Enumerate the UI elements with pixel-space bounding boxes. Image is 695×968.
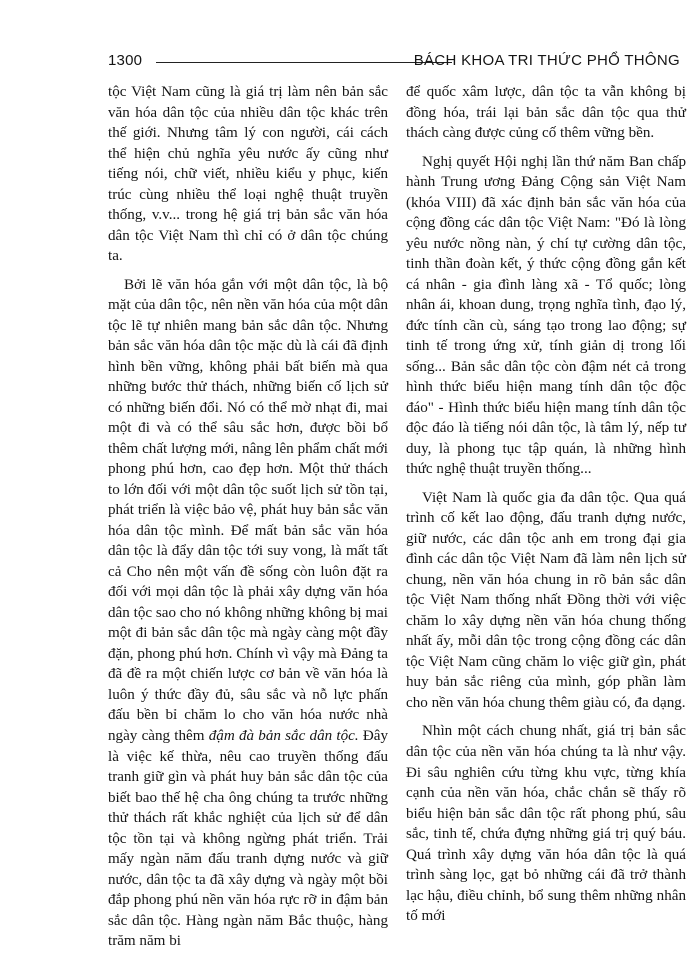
paragraph: Nhìn một cách chung nhất, giá trị bản sắc dân tộc của nền văn hóa chúng ta là như vậy. Đi sâu nghiên cứu từng khu vực, từng khía cạnh của nền văn hóa, chắc chắn sẽ thấy rõ biểu hiện bản sắc dân tộc rất phong phú, sâu sắc, tinh tế, chứa đựng những giá trị quý báu. Quá trình xây dựng văn hóa dân tộc là quá trình sàng lọc, gạt bỏ những cái đã trở thành lạc hậu, điều chỉnh, bổ sung thêm những nhân tố mới bbox=[406, 723, 686, 925]
paragraph: Nghị quyết Hội nghị lần thứ năm Ban chấp hành Trung ương Đảng Cộng sản Việt Nam (khóa VIII) đã xác định bản sắc văn hóa của cộng đồng các dân tộc Việt Nam: "Đó là lòng yêu nước nồng nàn, ý chí tự cường dân tộc, tinh thần đoàn kết, ý thức cộng đồng gắn kết cá nhân - gia đình làng xã - Tổ quốc; lòng nhân ái, khoan dung, trọng nghĩa tình, đạo lý, đức tính cần cù, sáng tạo trong lao động; sự tinh tế trong ứng xử, tính giản dị trong lối sống... Bản sắc dân tộc còn đậm nét cả trong hình thức biểu hiện mang tính dân tộc độc đáo" - Hình thức biểu hiện mang tính dân tộc độc đáo là tiếng nói dân tộc, là tâm lý, nếp tư duy, là phong tục tập quán, là những hình thức nghệ thuật truyền thống... bbox=[406, 153, 686, 478]
paragraph bbox=[108, 275, 388, 952]
running-title: BÁCH KHOA TRI THỨC PHỔ THÔNG bbox=[413, 52, 680, 69]
paragraph-text: Bởi lẽ văn hóa gắn với một dân tộc, là bộ mặt của dân tộc, nên nền văn hóa của một dân tộc lẽ tự nhiên mang bản sắc dân tộc. Nhưng bản sắc văn hóa dân tộc mặc dù là cái đã định hình bền vững, không phải bất biến mà qua những bước thử thách, những biến cố lịch sử có những biến đổi. Nó có thể mờ nhạt đi, mai một đi và có thể sâu sắc hơn, được bồi bổ thêm chất lượng mới, nâng lên phẩm chất mới phong phú hơn, cao đẹp hơn. Một thử thách to lớn đối với một dân tộc suốt lịch sử tồn tại, phát triển là việc bảo vệ, phát huy bản sắc văn hóa dân tộc mình. Để mất bản sắc văn hóa dân tộc là đẩy dân tộc tới suy vong, là mất tất cả Cho nên một vấn đề sống còn luôn đặt ra đối với mọi dân tộc là phải xây dựng văn hóa dân tộc sao cho nó không những không bị mai một đi bản sắc dân tộc mà ngày càng một đầy đặn, phong phú hơn. Chính vì vậy mà Đảng ta đã đề ra một chiến lược cơ bản về văn hóa là luôn ý thức đầy đủ, sâu sắc và nỗ lực phấn đấu bền bỉ chăm lo cho văn hóa nước nhà ngày càng thêm bbox=[108, 276, 388, 744]
paragraph: tộc Việt Nam cũng là giá trị làm nên bản sắc văn hóa dân tộc của nhiều dân tộc khác trên thế giới. Nhưng tâm lý con người, cái cách thể hiện chủ nghĩa yêu nước ấy cũng như tiếng nói, chữ viết, nhiều kiểu y phục, kiến trúc cùng nhiều thể loại nghệ thuật truyền thống, v.v... trong hệ giá trị bản sắc văn hóa dân tộc Việt Nam thì chỉ có ở dân tộc chúng ta. bbox=[108, 84, 388, 265]
paragraph: Việt Nam là quốc gia đa dân tộc. Qua quá trình cố kết lao động, đấu tranh dựng nước, giữ nước, các dân tộc anh em trong đại gia đình các dân tộc Việt Nam đã làm nên lịch sử chung, nền văn hóa chung in rõ bản sắc dân tộc Việt Nam thống nhất Đồng thời với việc chăm lo xây dựng nền văn hóa chung thống nhất ấy, mỗi dân tộc trong cộng đồng các dân tộc Việt Nam cũng chăm lo việc giữ gìn, phát huy bản sắc riêng của mình, góp phần làm cho nền văn hóa chung thêm giàu có, đa dạng. bbox=[406, 489, 686, 711]
page-header bbox=[108, 50, 680, 72]
page-number: 1300 bbox=[108, 52, 143, 69]
header-rule bbox=[156, 62, 452, 63]
right-column bbox=[406, 82, 686, 935]
paragraph: để quốc xâm lược, dân tộc ta vẫn không bị đồng hóa, trái lại bản sắc dân tộc qua thử thách càng được củng cố thêm vững bền. bbox=[406, 84, 686, 142]
left-column bbox=[108, 82, 388, 960]
italic-phrase: đậm đà bản sắc dân tộc. bbox=[208, 727, 359, 744]
paragraph-text: Đây là việc kế thừa, nêu cao truyền thống đấu tranh giữ gìn và phát huy bản sắc dân tộc của biết bao thế hệ cha ông chúng ta trước những thử thách rất khắc nghiệt của lịch sử để dân tộc tồn tại và không ngừng phát triển. Trải mấy ngàn năm đấu tranh dựng nước và giữ nước, dân tộc ta đã xây dựng và ngày một bồi đắp phong phú nền văn hóa rực rỡ in đậm bản sắc dân tộc. Hàng ngàn năm Bắc thuộc, hàng trăm năm bi bbox=[108, 727, 389, 950]
